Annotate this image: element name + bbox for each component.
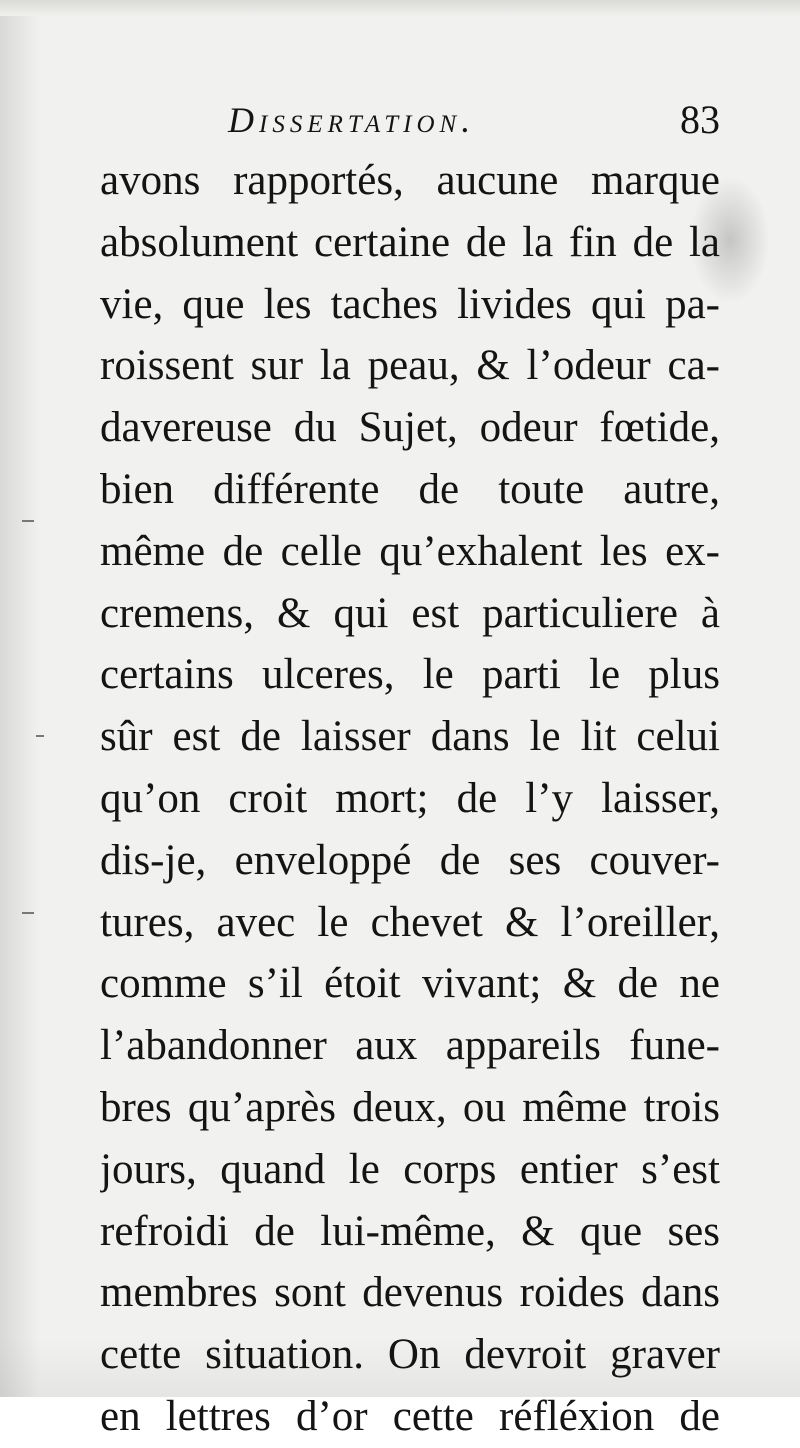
margin-mark (36, 735, 44, 737)
text-line: absolument certaine de la fin de la (100, 218, 720, 266)
text-line: vie, que les taches livides qui pa- (100, 280, 720, 328)
text-line: dis-je, enveloppé de ses couver- (100, 836, 720, 884)
running-title: Dissertation. (228, 100, 476, 140)
text-line: sûr est de laisser dans le lit celui (100, 713, 720, 761)
page-top-edge (0, 0, 800, 16)
text-line: cremens, & qui est particuliere à (100, 589, 720, 637)
text-line: certains ulceres, le parti le plus (100, 651, 720, 699)
text-line: bres qu’après deux, ou même trois (100, 1083, 720, 1131)
text-line: roissent sur la peau, & l’odeur ca- (100, 342, 720, 390)
page-number: 83 (680, 97, 720, 142)
margin-mark (22, 912, 34, 914)
text-line: avons rapportés, aucune marque (100, 157, 720, 204)
text-line: jours, quand le corps entier s’est (100, 1145, 720, 1193)
text-line: comme s’il étoit vivant; & de ne (100, 960, 720, 1008)
text-line: davereuse du Sujet, odeur fœtide, (100, 404, 720, 452)
text-line: en lettres d’or cette réfléxion de (100, 1392, 720, 1440)
text-line: cette situation. On devroit graver (100, 1331, 720, 1379)
page-header (100, 90, 720, 150)
text-line: membres sont devenus roides dans (100, 1269, 720, 1317)
margin-mark (22, 520, 34, 522)
text-line: refroidi de lui-même, & que ses (100, 1207, 720, 1255)
text-line: l’abandonner aux appareils fune- (100, 1022, 720, 1070)
text-line: tures, avec le chevet & l’oreiller, (100, 898, 720, 946)
text-line: même de celle qu’exhalent les ex- (100, 527, 720, 575)
body-text (100, 150, 720, 1448)
text-line: qu’on croit mort; de l’y laisser, (100, 774, 720, 822)
text-line: bien différente de toute autre, (100, 465, 720, 513)
